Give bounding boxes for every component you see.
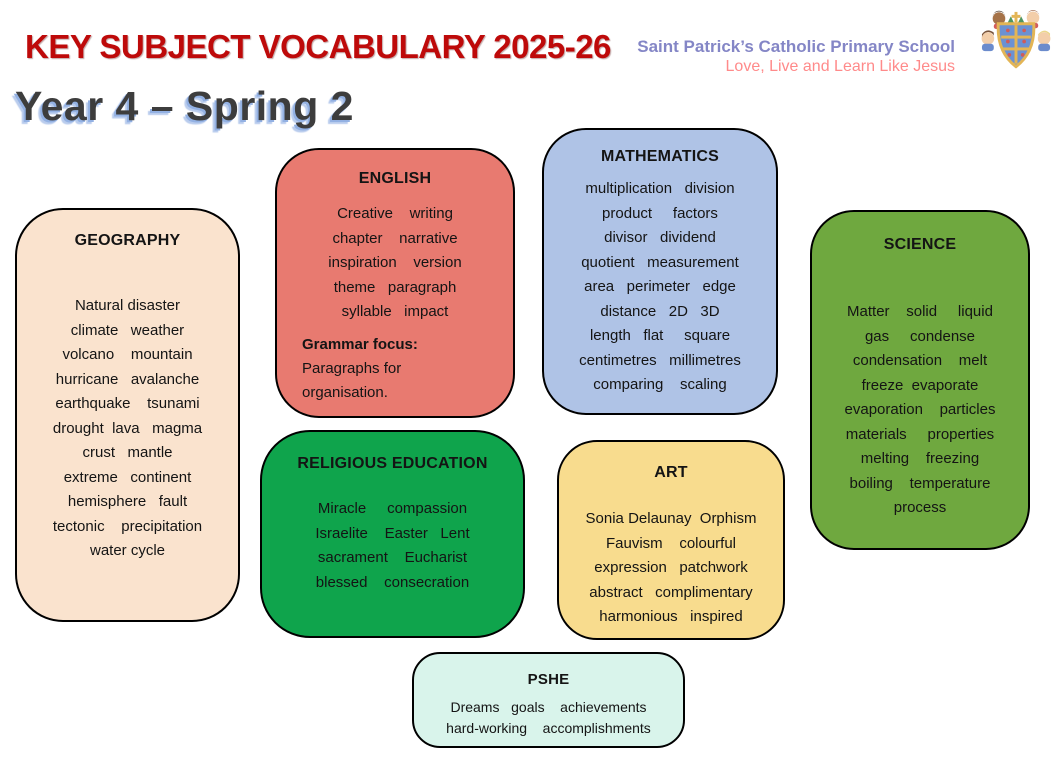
subject-box-pshe bbox=[412, 652, 685, 748]
vocab-line: multiplication division bbox=[585, 180, 735, 197]
vocab-list-mathematics bbox=[544, 177, 776, 398]
vocab-line: Paragraphs for bbox=[302, 359, 402, 377]
grammar-focus-label: Grammar focus: bbox=[302, 335, 418, 353]
vocab-line: boiling temperature bbox=[849, 474, 991, 492]
vocab-line: condensation melt bbox=[852, 352, 988, 369]
box-title-geography: GEOGRAPHY bbox=[74, 232, 181, 249]
box-title-mathematics: MATHEMATICS bbox=[600, 148, 720, 165]
vocab-line: Sonia Delaunay Orphism bbox=[585, 510, 757, 527]
logo-shield bbox=[998, 24, 1034, 67]
vocab-line: process bbox=[893, 499, 947, 516]
vocab-line: tectonic precipitation bbox=[52, 517, 203, 535]
box-title-science: SCIENCE bbox=[883, 236, 957, 253]
vocab-line: divisor dividend bbox=[604, 229, 716, 246]
vocab-line: quotient measurement bbox=[581, 253, 739, 271]
box-title-religious-education: RELIGIOUS EDUCATION bbox=[297, 455, 488, 472]
logo-cross-and-trees bbox=[1007, 12, 1025, 24]
vocab-line: chapter narrative bbox=[332, 229, 458, 247]
school-crest-logo-icon bbox=[979, 6, 1053, 80]
school-name: Saint Patrick’s Catholic Primary School bbox=[637, 37, 955, 56]
vocab-line: extreme continent bbox=[63, 468, 192, 486]
vocab-line: hurricane avalanche bbox=[55, 370, 200, 388]
vocab-line: abstract complimentary bbox=[589, 583, 753, 601]
vocab-line: freeze evaporate bbox=[861, 376, 979, 394]
vocab-line: volcano mountain bbox=[62, 346, 193, 363]
vocab-line: Natural disaster bbox=[74, 297, 181, 314]
vocab-list-english bbox=[277, 202, 513, 325]
subject-box-mathematics bbox=[542, 128, 778, 415]
vocab-line: theme paragraph bbox=[333, 278, 457, 296]
vocab-line: materials properties bbox=[845, 425, 995, 443]
vocab-list-science bbox=[812, 300, 1028, 521]
page-title: KEY SUBJECT VOCABULARY 2025-26 bbox=[25, 28, 611, 65]
vocab-line: evaporation particles bbox=[844, 401, 996, 418]
vocab-list-pshe bbox=[414, 697, 683, 739]
vocab-line: length flat square bbox=[589, 327, 731, 344]
vocab-line: Israelite Easter Lent bbox=[315, 524, 470, 542]
school-motto: Love, Live and Learn Like Jesus bbox=[725, 58, 955, 76]
box-title-art: ART bbox=[654, 464, 688, 481]
school-header bbox=[637, 36, 955, 77]
vocab-line: melting freezing bbox=[860, 450, 980, 467]
vocab-line: crust mantle bbox=[82, 444, 173, 461]
subject-box-science bbox=[810, 210, 1030, 550]
subject-box-english bbox=[275, 148, 515, 418]
vocab-line: Miracle compassion bbox=[317, 500, 468, 517]
grammar-focus-text bbox=[302, 357, 513, 406]
vocab-line: hard-working accomplishments bbox=[446, 720, 651, 736]
vocab-line: syllable impact bbox=[341, 303, 449, 320]
subject-box-art bbox=[557, 440, 785, 640]
vocab-list-religious-education bbox=[262, 497, 523, 595]
vocab-line: comparing scaling bbox=[593, 376, 727, 393]
vocab-list-geography bbox=[17, 294, 238, 564]
vocab-line: inspiration version bbox=[328, 254, 462, 271]
vocab-line: sacrament Eucharist bbox=[317, 549, 468, 566]
vocab-line: distance 2D 3D bbox=[600, 302, 720, 320]
box-title-english: ENGLISH bbox=[358, 170, 432, 187]
vocab-line: earthquake tsunami bbox=[55, 395, 200, 412]
subject-box-geography bbox=[15, 208, 240, 622]
vocab-line: water cycle bbox=[89, 542, 166, 559]
box-title-pshe: PSHE bbox=[527, 671, 570, 688]
vocab-line: Dreams goals achievements bbox=[450, 699, 647, 715]
grammar-focus-block bbox=[277, 325, 513, 406]
subject-box-religious-education bbox=[260, 430, 525, 638]
vocab-line: climate weather bbox=[70, 321, 185, 339]
vocab-line: expression patchwork bbox=[594, 559, 748, 576]
vocab-line: blessed consecration bbox=[315, 573, 470, 591]
vocab-line: Fauvism colourful bbox=[605, 534, 737, 552]
vocab-line: drought lava magma bbox=[52, 419, 203, 437]
vocab-line: product factors bbox=[602, 204, 718, 222]
vocab-line: harmonious inspired bbox=[599, 608, 743, 625]
vocab-line: organisation. bbox=[302, 384, 388, 401]
vocab-list-art bbox=[559, 507, 783, 630]
vocab-line: gas condense bbox=[864, 327, 976, 345]
vocab-line: Creative writing bbox=[337, 205, 453, 222]
vocab-line: hemisphere fault bbox=[67, 493, 188, 510]
vocab-line: Matter solid liquid bbox=[847, 303, 993, 320]
vocab-line: centimetres millimetres bbox=[579, 351, 741, 369]
year-heading: Year 4 – Spring 2 bbox=[15, 83, 354, 129]
vocab-line: area perimeter edge bbox=[584, 278, 736, 295]
